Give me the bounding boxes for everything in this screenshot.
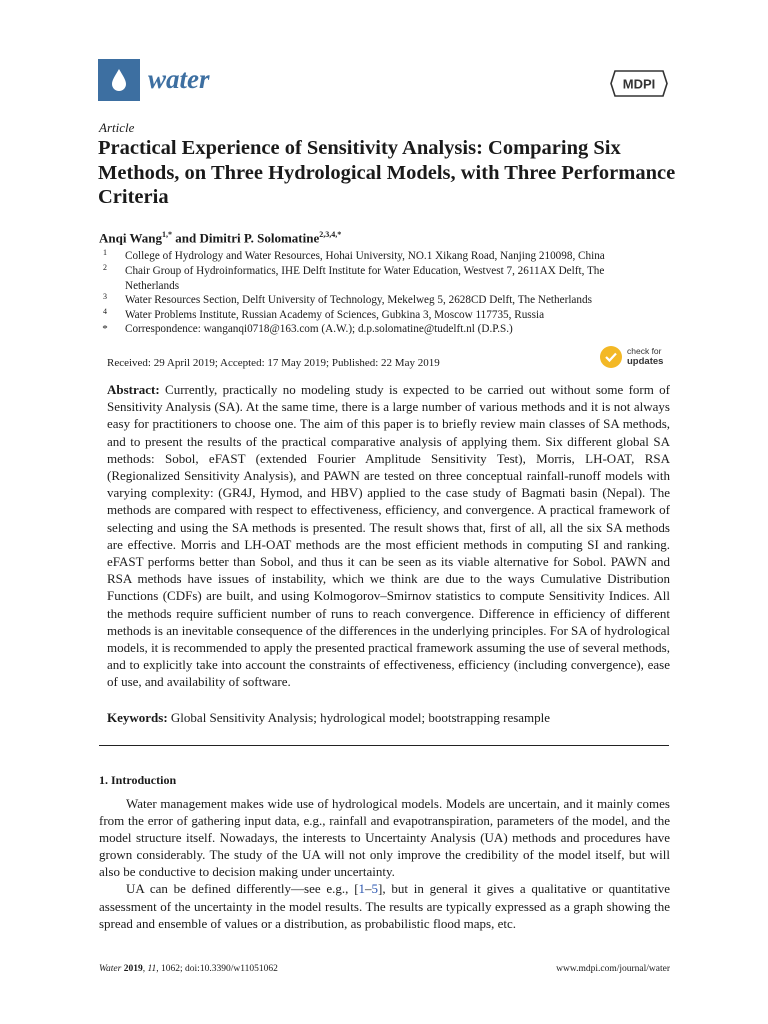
affiliation-number: 1 — [103, 248, 107, 257]
correspondence-text[interactable]: Correspondence: wanganqi0718@163.com (A.W.); d.p.solomatine@tudelft.nl (D.P.S.) — [125, 323, 513, 335]
affiliation-number: 4 — [103, 307, 107, 316]
paragraph: Water management makes wide use of hydrological models. Models are uncertain, and it mainly comes from the error of gathering input data, e.g., rainfall and evapotranspiration, parameters of the model, and the model structure itself. Nowadays, the interests to Uncertainty Analysis (UA) methods and procedures have grown considerably. The study of the UA will not only improve the credibility of the model itself, but will also be conductive to decision making under uncertainty. — [99, 796, 670, 880]
keywords-text: Global Sensitivity Analysis; hydrological model; bootstrapping resample — [167, 710, 551, 725]
section-divider — [99, 745, 669, 746]
author-affiliation-marks: 1,* — [162, 230, 172, 239]
author-affiliation-marks: 2,3,4,* — [319, 230, 342, 239]
paragraph-text: UA can be defined differently—see e.g., [ — [126, 881, 359, 897]
water-drop-icon — [98, 59, 140, 101]
author-name[interactable]: Dimitri P. Solomatine — [199, 230, 320, 246]
section-heading: 1. Introduction — [99, 773, 177, 787]
check-updates-line2: updates — [627, 356, 664, 367]
introduction-body — [99, 795, 670, 932]
keywords-label: Keywords: — [107, 710, 168, 725]
footer-citation: Water 2019, 11, 1062; doi:10.3390/w11051062 — [99, 964, 278, 974]
abstract-text: Currently, practically no modeling study is expected to be carried out without some form of Sensitivity Analysis (SA). At the same time, there is a large number of various methods and it is not always easy for practitioners to choose one. The aim of this paper is to briefly review main classes of SA methods, and to present the results of the practical comparative analysis of applying them. Six different global SA methods: Sobol, eFAST (extended Fourier Amplitude Sensitivity Test), Morris, LH-OAT, RSA (Regionalized Sensitivity Analysis), and PAWN are tested on three conceptual rainfall-runoff models with varying complexity: (GR4J, Hymod, and HBV) applied to the case study of Bagmati basin (Nepal). The methods are compared with respect to effectiveness, efficiency, and convergence. A practical framework of selecting and using the SA methods is presented. The result shows that, first of all, all the six SA methods are effective. Morris and LH-OAT methods are the most efficient methods in computing SI and ranking. eFAST performs better than Sobol, and thus it can be seen as its viable alternative for Sobol. PAWN and RSA methods have issues of instability, which we think are due to the ways Cumulative Distribution Functions (CDFs) are built, and using Kolmogorov–Smirnov statistics to compute Sensitivity Indices. All the methods require sufficient number of runs to reach convergence. Difference in efficiency of different methods is an inevitable consequence of the differences in the underlying principles. For SA of hydrological models, it is recommended to apply the presented practical framework assuming the use of several methods, and to explicitly take into account the constraints of effectiveness, efficiency (including convergence), ease of use, and availability of software. — [107, 382, 670, 690]
affiliation-text: College of Hydrology and Water Resources, Hohai University, NO.1 Xikang Road, Nanjing 210098, China — [125, 250, 605, 262]
journal-logo — [98, 59, 140, 101]
affiliation-text: Water Resources Section, Delft University of Technology, Mekelweg 5, 2628CD Delft, The Netherlands — [125, 294, 592, 306]
article-type: Article — [99, 120, 135, 135]
mdpi-logo — [609, 69, 669, 98]
keywords — [107, 709, 670, 726]
footer-doi[interactable]: , 1062; doi:10.3390/w11051062 — [156, 964, 278, 974]
journal-name: water — [148, 64, 210, 94]
publication-dates: Received: 29 April 2019; Accepted: 17 May 2019; Published: 22 May 2019 — [107, 357, 440, 369]
footer-url[interactable]: www.mdpi.com/journal/water — [556, 964, 670, 974]
footer-journal: Water — [99, 964, 122, 974]
affiliation-number: 3 — [103, 292, 107, 301]
paper-title: Practical Experience of Sensitivity Analysis: Comparing Six Methods, on Three Hydrological Models, with Three Performance Criteria — [98, 137, 676, 208]
author-list — [99, 226, 341, 247]
mdpi-logo-text: MDPI — [622, 76, 656, 92]
paragraph — [99, 880, 670, 931]
citation-link[interactable]: 5 — [371, 881, 379, 897]
abstract-label: Abstract: — [107, 382, 160, 397]
footer-year: 2019 — [123, 964, 143, 974]
citation-link[interactable]: 1 — [358, 881, 366, 897]
abstract — [107, 381, 670, 691]
correspondence-mark: * — [102, 323, 108, 335]
citation-dash: – — [365, 881, 372, 897]
affiliation-text: Chair Group of Hydroinformatics, IHE Delft Institute for Water Education, Westvest 7, 2611AX Delft, The Netherlands — [125, 265, 605, 292]
author-separator: and — [172, 230, 200, 246]
paragraph-text: ], but in general it gives a qualitative or quantitative assessment of the uncertainty in the model results. The results are typically expressed as a graph showing the spread and ensemble of values or a distribution, as probabilistic flood maps, etc. — [99, 881, 670, 931]
check-updates-icon — [600, 346, 622, 368]
author-name[interactable]: Anqi Wang — [99, 230, 162, 246]
affiliation-number: 2 — [103, 263, 107, 272]
check-updates-line1: check for — [627, 346, 662, 356]
affiliation-text: Water Problems Institute, Russian Academy of Sciences, Gubkina 3, Moscow 117735, Russia — [125, 309, 545, 321]
footer-volume: 11 — [147, 964, 157, 974]
check-for-updates-badge[interactable] — [600, 343, 670, 371]
